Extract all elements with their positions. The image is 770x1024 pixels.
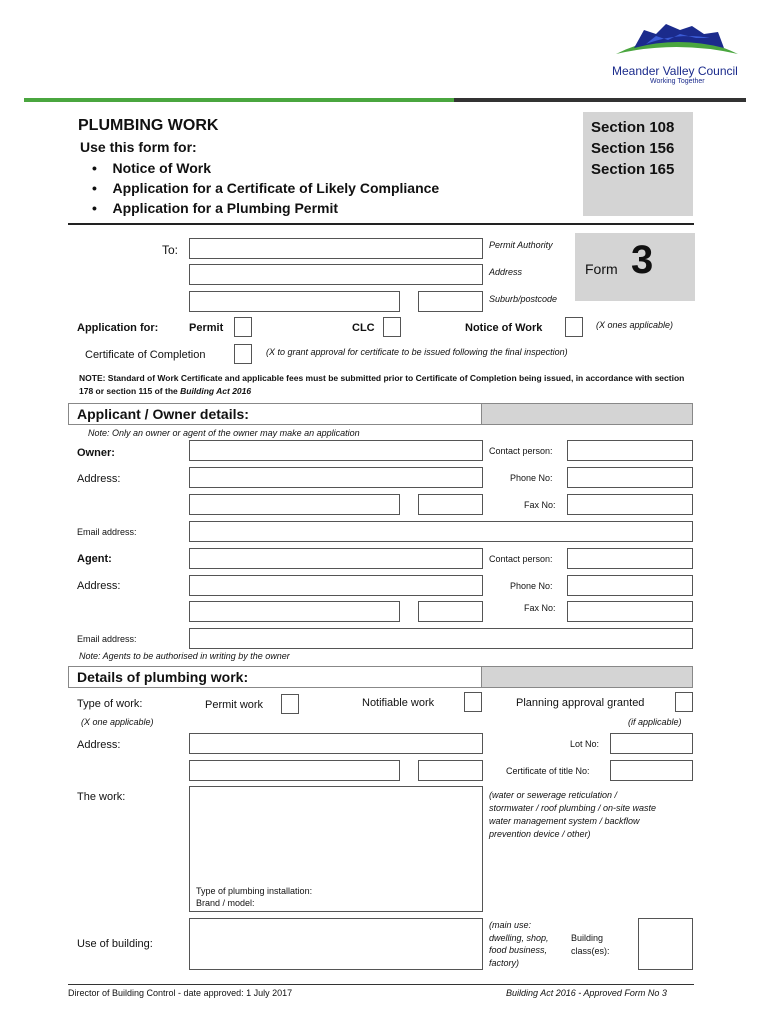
- application-label: Application for:: [77, 322, 159, 334]
- type-of-work-label: Type of work:: [77, 698, 143, 710]
- footer-left: Director of Building Control - date approved: 1 July 2017: [68, 988, 293, 998]
- owner-email-field[interactable]: [189, 521, 693, 542]
- agent-label: Agent:: [77, 553, 112, 565]
- planning-approval-label: Planning approval granted: [516, 697, 645, 709]
- owner-suburb-field[interactable]: [189, 494, 400, 515]
- sections-list: [591, 117, 674, 180]
- owner-name-field[interactable]: [189, 440, 483, 461]
- work-suburb-field[interactable]: [189, 760, 400, 781]
- notice-checkbox[interactable]: [565, 317, 583, 337]
- owner-fax-label: Fax No:: [524, 500, 556, 510]
- permit-checkbox[interactable]: [234, 317, 252, 337]
- agent-suburb-field[interactable]: [189, 601, 400, 622]
- section-ref: Section 108: [591, 119, 675, 136]
- applicant-section-header: Applicant / Owner details:: [68, 403, 693, 425]
- plumbing-section-header: Details of plumbing work:: [68, 666, 693, 688]
- form-label: Form: [585, 261, 618, 277]
- council-logo-icon: [606, 18, 746, 66]
- cot-label: Certificate of title No:: [506, 766, 590, 776]
- header-rule-green: [24, 98, 454, 102]
- use-of-building-field[interactable]: [189, 918, 483, 970]
- planning-approval-checkbox[interactable]: [675, 692, 693, 712]
- work-postcode-field[interactable]: [418, 760, 483, 781]
- agent-email-label: Email address:: [77, 634, 137, 644]
- agent-name-field[interactable]: [189, 548, 483, 569]
- permit-work-label: Permit work: [205, 699, 264, 711]
- lot-label: Lot No:: [570, 739, 600, 749]
- applicant-note: Note: Only an owner or agent of the owner may make an application: [88, 428, 360, 438]
- form-number: 3: [631, 238, 654, 282]
- clc-option-label: CLC: [352, 322, 375, 334]
- agent-postcode-field[interactable]: [418, 601, 483, 622]
- owner-phone-field[interactable]: [567, 467, 693, 488]
- council-name: Meander Valley Council: [612, 64, 738, 78]
- notifiable-work-checkbox[interactable]: [464, 692, 482, 712]
- agent-address-label: Address:: [77, 580, 121, 592]
- installation-type-label: Type of plumbing installation:: [196, 886, 313, 896]
- type-note: (X one applicable): [81, 717, 154, 727]
- owner-postcode-field[interactable]: [418, 494, 483, 515]
- bullet-item: • Application for a Certificate of Likely Compliance: [92, 180, 440, 196]
- permit-authority-label: Permit Authority: [489, 240, 553, 250]
- building-class-field[interactable]: [638, 918, 693, 970]
- lot-field[interactable]: [610, 733, 693, 754]
- agent-fax-field[interactable]: [567, 601, 693, 622]
- the-work-label: The work:: [77, 791, 126, 803]
- to-address-field[interactable]: [189, 264, 483, 285]
- building-class-label: Building class(es):: [571, 933, 610, 956]
- installation-labels: [196, 885, 312, 909]
- owner-label: Owner:: [77, 447, 115, 459]
- agent-phone-label: Phone No:: [510, 581, 553, 591]
- address-label: Address: [489, 267, 523, 277]
- clc-checkbox[interactable]: [383, 317, 401, 337]
- owner-contact-field[interactable]: [567, 440, 693, 461]
- ones-applicable-note: (X ones applicable): [596, 320, 674, 330]
- to-suburb-field[interactable]: [189, 291, 400, 312]
- agent-note: Note: Agents to be authorised in writing by the owner: [79, 651, 290, 661]
- agent-contact-label: Contact person:: [489, 554, 553, 564]
- section-ref: Section 156: [591, 140, 675, 157]
- agent-email-field[interactable]: [189, 628, 693, 649]
- owner-address-field[interactable]: [189, 467, 483, 488]
- work-address-label: Address:: [77, 739, 121, 751]
- footer-right: Building Act 2016 - Approved Form No 3: [506, 988, 667, 998]
- permit-work-checkbox[interactable]: [281, 694, 299, 714]
- owner-fax-field[interactable]: [567, 494, 693, 515]
- agent-address-field[interactable]: [189, 575, 483, 596]
- owner-contact-label: Contact person:: [489, 446, 553, 456]
- to-postcode-field[interactable]: [418, 291, 483, 312]
- council-tagline: Working Together: [650, 78, 705, 85]
- work-address-field[interactable]: [189, 733, 483, 754]
- owner-phone-label: Phone No:: [510, 473, 553, 483]
- use-of-building-label: Use of building:: [77, 938, 153, 950]
- planning-note: (if applicable): [628, 717, 682, 727]
- agent-phone-field[interactable]: [567, 575, 693, 596]
- bullet-list: [92, 158, 439, 218]
- bullet-item: • Notice of Work: [92, 160, 211, 176]
- suburb-label: Suburb/postcode: [489, 294, 558, 304]
- to-label: To:: [162, 243, 179, 257]
- page-title: PLUMBING WORK: [78, 117, 219, 134]
- work-hint: (water or sewerage reticulation / stormwater / roof plumbing / on-site waste water management system / backflow prevention device / other): [489, 790, 657, 839]
- title-underline: [68, 223, 694, 225]
- coc-checkbox[interactable]: [234, 344, 252, 364]
- section-ref: Section 165: [591, 161, 675, 178]
- notice-option-label: Notice of Work: [465, 322, 543, 334]
- bullet-item: • Application for a Plumbing Permit: [92, 200, 339, 216]
- to-authority-field[interactable]: [189, 238, 483, 259]
- use-hint: (main use: dwelling, shop, food business, factory): [489, 920, 549, 968]
- owner-email-label: Email address:: [77, 527, 137, 537]
- owner-address-label: Address:: [77, 473, 121, 485]
- standard-of-work-note: NOTE: Standard of Work Certificate and applicable fees must be submitted prior to Certificate of Completion being issued, in accordance with section 178 or section 115 of the Building Act 2016: [79, 373, 685, 396]
- permit-option-label: Permit: [189, 322, 224, 334]
- header-rule-grey: [454, 98, 746, 102]
- coc-note: (X to grant approval for certificate to be issued following the final inspection): [266, 347, 568, 357]
- agent-fax-label: Fax No:: [524, 603, 556, 613]
- council-logo: [606, 18, 746, 90]
- notifiable-work-label: Notifiable work: [362, 697, 435, 709]
- cot-field[interactable]: [610, 760, 693, 781]
- use-for-label: Use this form for:: [80, 139, 197, 155]
- footer-rule: [68, 984, 694, 985]
- coc-label: Certificate of Completion: [85, 349, 206, 361]
- agent-contact-field[interactable]: [567, 548, 693, 569]
- brand-model-label: Brand / model:: [196, 898, 255, 908]
